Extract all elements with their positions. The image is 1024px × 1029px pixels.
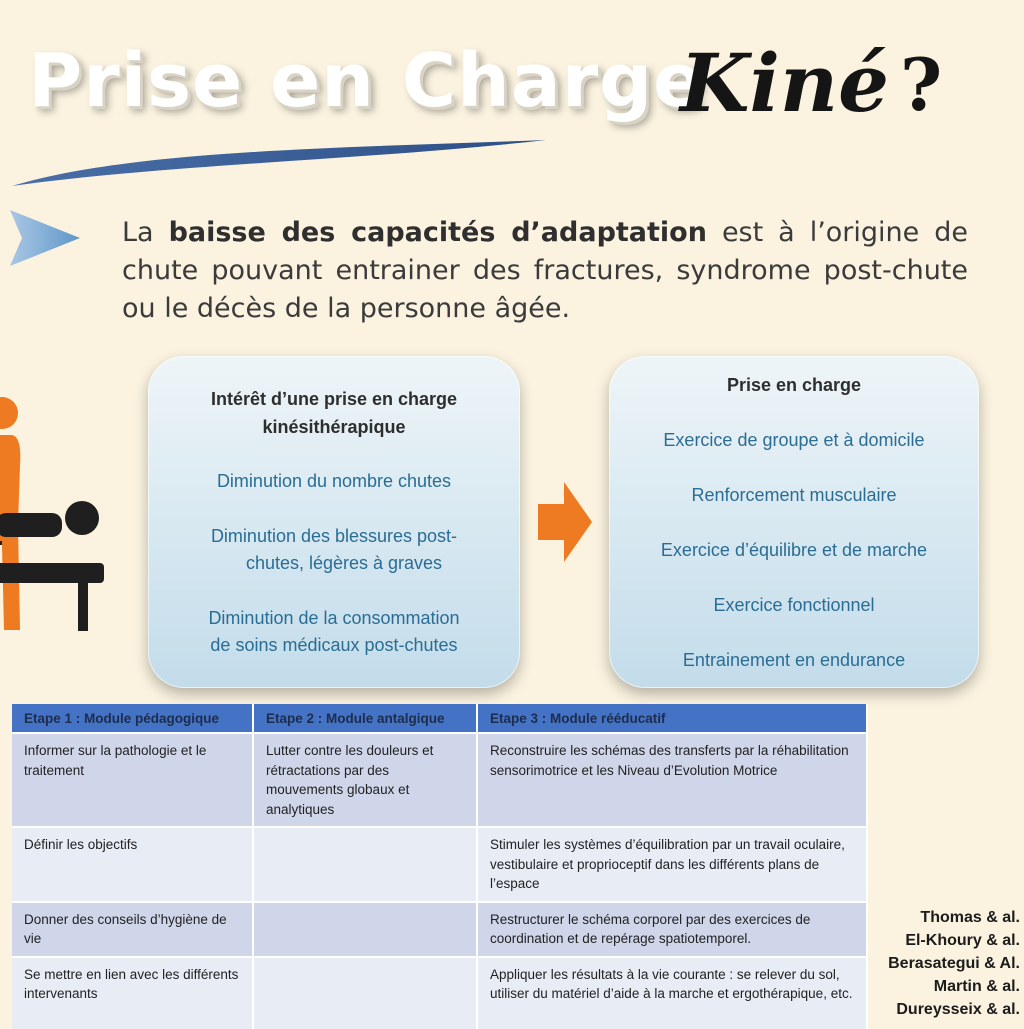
header <box>0 0 1024 200</box>
steps-table <box>12 704 868 1029</box>
care-item: Exercice de groupe et à domicile <box>663 430 925 450</box>
table-cell: Lutter contre les douleurs et rétractations par des mouvements globaux et analytiques <box>253 733 477 827</box>
references <box>888 906 1020 1021</box>
reference-item: Thomas & al. <box>920 909 1020 926</box>
table-row <box>12 733 867 827</box>
intro-paragraph <box>122 214 968 328</box>
reference-item: Berasategui & Al. <box>888 955 1020 972</box>
table-cell: Se mettre en lien avec les différents intervenants <box>12 957 253 1029</box>
table-header: Etape 3 : Module rééducatif <box>477 704 867 733</box>
care-box <box>609 356 979 688</box>
benefits-box <box>148 356 520 688</box>
title-question-mark: ? <box>900 42 943 127</box>
table-cell: Appliquer les résultats à la vie courante : se relever du sol, utiliser du matériel d’aide à la marche et ergothérapique, etc. <box>477 957 867 1029</box>
table-header: Etape 1 : Module pédagogique <box>12 704 253 733</box>
reference-item: El-Khoury & al. <box>905 932 1020 949</box>
table-cell <box>253 902 477 957</box>
table-row <box>12 902 867 957</box>
intro-text-bold: baisse des capacités d’adaptation <box>168 217 707 248</box>
therapist-patient-icon <box>0 385 110 635</box>
triangle-arrow-icon <box>8 208 82 268</box>
care-item: Exercice d’équilibre et de marche <box>660 540 928 560</box>
benefits-title-line1: Intérêt d’une prise en charge <box>210 389 458 409</box>
orange-arrow-icon <box>538 482 592 562</box>
title-script: Kiné <box>680 36 889 130</box>
table-cell <box>253 827 477 902</box>
benefit-item-cont: de soins médicaux post-chutes <box>210 635 458 655</box>
benefit-item-cont: chutes, légères à graves <box>245 553 443 573</box>
title-main: Prise en Charge <box>28 38 705 124</box>
table-cell: Reconstruire les schémas des transferts par la réhabilitation sensorimotrice et les Niveau d’Evolution Motrice <box>477 733 867 827</box>
table-cell: Définir les objectifs <box>12 827 253 902</box>
table-header-row <box>12 704 867 733</box>
intro-text-end: est à l’origine de chute pouvant entrainer des fractures, syndrome post-chute ou le décès de la personne âgée. <box>122 217 968 324</box>
reference-item: Martin & al. <box>933 978 1020 995</box>
table-row <box>12 957 867 1029</box>
table-cell <box>253 957 477 1029</box>
care-item: Renforcement musculaire <box>691 485 897 505</box>
benefit-item: Diminution du nombre chutes <box>216 471 452 491</box>
table-cell: Informer sur la pathologie et le traitement <box>12 733 253 827</box>
care-item: Entrainement en endurance <box>682 650 906 670</box>
table-header: Etape 2 : Module antalgique <box>253 704 477 733</box>
table-cell: Restructurer le schéma corporel par des exercices de coordination et de repérage spatiotemporel. <box>477 902 867 957</box>
reference-item: Dureysseix & al. <box>896 1001 1020 1018</box>
table-cell: Stimuler les systèmes d’équilibration par un travail oculaire, vestibulaire et proprioceptif dans les différents plans de l’espace <box>477 827 867 902</box>
benefit-item: Diminution des blessures post- <box>210 526 458 546</box>
care-item: Exercice fonctionnel <box>713 595 875 615</box>
intro-text-start: La <box>122 217 169 248</box>
table-cell: Donner des conseils d’hygiène de vie <box>12 902 253 957</box>
decorative-swoosh <box>10 130 550 190</box>
table-row <box>12 827 867 902</box>
benefit-item: Diminution de la consommation <box>208 608 460 628</box>
benefits-title-line2: kinésithérapique <box>262 417 406 437</box>
care-title: Prise en charge <box>726 375 862 395</box>
